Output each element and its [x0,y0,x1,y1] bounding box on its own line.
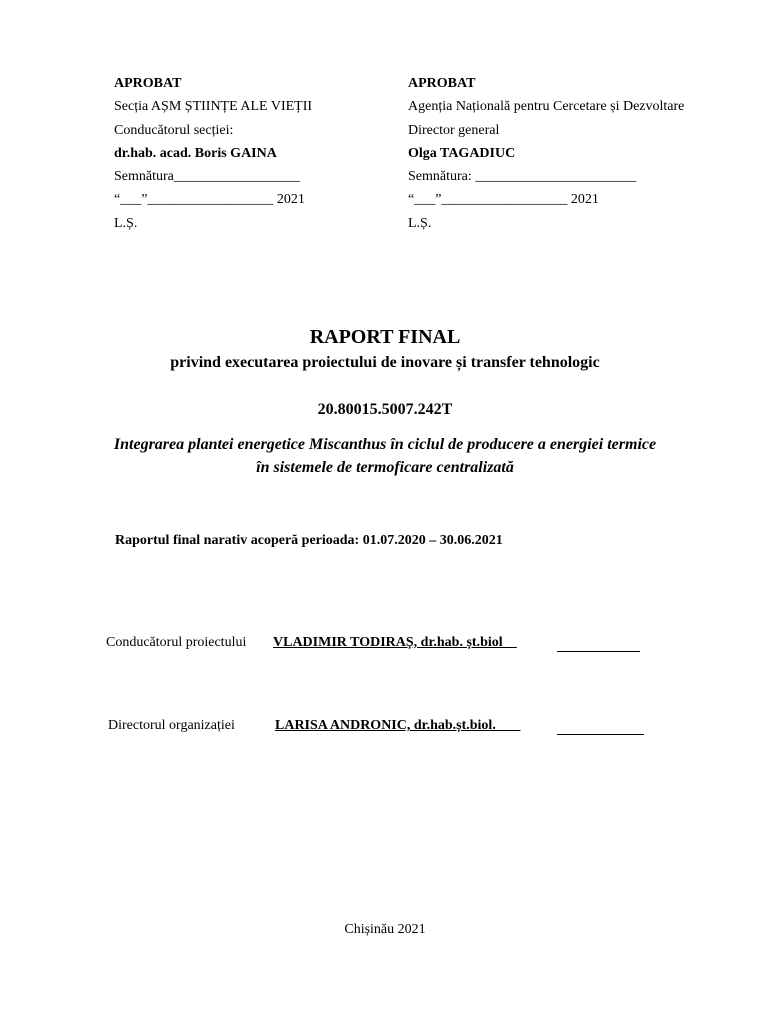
project-leader-name: VLADIMIR TODIRAȘ, dr.hab. șt.biol__ [273,635,517,650]
project-leader-label: Conducătorul proiectului [106,635,247,650]
approval-date-line: “___”__________________ 2021 [114,192,305,208]
project-leader-signature-row [106,635,666,655]
report-period: Raportul final narativ acoperă perioada: 01.07.2020 – 30.06.2021 [115,533,503,548]
project-code: 20.80015.5007.242T [317,401,453,418]
director-name: LARISA ANDRONIC, dr.hab.șt.biol. ___ [275,718,521,733]
project-title-line-1: Integrarea plantei energetice Miscanthus în ciclul de producere a energiei termice [113,436,657,453]
approval-agency: Agenția Națională pentru Cercetare și Dezvoltare [408,99,685,115]
approval-role: Conducătorul secției: [114,122,234,138]
approval-seal: L.Ș. [408,215,432,231]
place-and-year: Chișinău 2021 [344,922,426,937]
director-label: Directorul organizației [108,718,235,733]
approval-signature-line: Semnătura__________________ [114,169,300,185]
project-leader-signature-blank [557,651,640,652]
approval-heading: APROBAT [408,76,476,91]
report-title: RAPORT FINAL [309,326,461,348]
director-signature-row [108,718,668,738]
project-title [0,433,770,479]
approval-block-left [114,72,394,235]
project-title-line-2: în sistemele de termoficare centralizată [256,459,514,476]
approval-signature-line: Semnătura: _______________________ [408,169,637,185]
report-subtitle: privind executarea proiectului de inovare și transfer tehnologic [170,354,600,371]
approval-section-text: Secția AȘM ȘTIINȚE ALE VIEȚII [114,99,313,115]
approval-seal: L.Ș. [114,215,138,231]
approval-role: Director general [408,122,500,138]
approval-name: Olga TAGADIUC [408,145,516,161]
approval-section [114,95,394,118]
approval-name: dr.hab. acad. Boris GAINA [114,145,277,161]
approval-date-line: “___”__________________ 2021 [408,192,599,208]
approval-block-right [408,72,748,235]
approval-heading: APROBAT [114,76,182,91]
director-signature-blank [557,734,644,735]
